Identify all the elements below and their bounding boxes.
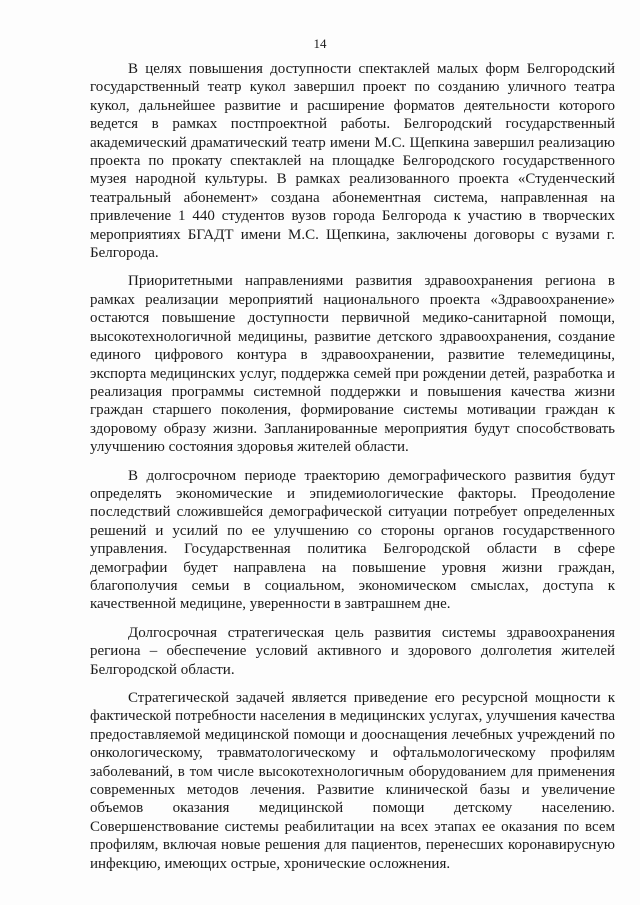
paragraph-strategic-goal: Долгосрочная стратегическая цель развития системы здравоохранения региона – обеспечение условий активного и здорового долголетия жителей Белгородской области. <box>90 624 615 678</box>
document-body <box>90 60 615 887</box>
paragraph-healthcare-priorities: Приоритетными направлениями развития здравоохранения региона в рамках реализации мероприятий национального проекта «Здравоохранение» остаются повышение доступности первичной медико-санитарной помощи, высокотехнологичной медицины, развитие детского здравоохранения, создание единого цифрового контура в здравоохранении, развитие телемедицины, экспорта медицинских услуг, поддержка семей при рождении детей, разработка и реализация программы системной поддержки и повышения качества жизни граждан старшего поколения, формирование системы мотивации граждан к здоровому образу жизни. Запланированные мероприятия будут способствовать улучшению состояния здоровья жителей области. <box>90 273 615 456</box>
paragraph-strategic-task: Стратегической задачей является приведение его ресурсной мощности к фактической потребности населения в медицинских услугах, улучшения качества предоставляемой медицинской помощи и дооснащения лечебных учреждений по онкологическому, травматологическому и офтальмологическому профилям заболеваний, в том числе высокотехнологичным оборудованием для применения современных методов лечения. Развитие клинической базы и увеличение объемов оказания медицинской помощи детскому населению. Совершенствование системы реабилитации на всех этапах ее оказания по всем профилям, включая новые решения для пациентов, перенесших коронавирусную инфекцию, имеющих острые, хронические осложнения. <box>90 690 615 872</box>
page-number: 14 <box>313 36 327 51</box>
paragraph-demographic-development: В долгосрочном периоде траекторию демографического развития будут определять экономические и эпидемиологические факторы. Преодоление последствий сложившейся демографической ситуации потребует определенных решений и усилий по ее улучшению со стороны органов государственного управления. Государственная политика Белгородской области в сфере демографии будет направлена на повышение уровня жизни граждан, благополучия семьи в социальном, экономическом смыслах, доступа к качественной медицине, уверенности в завтрашнем дне. <box>90 467 615 613</box>
paragraph-theatre-projects: В целях повышения доступности спектаклей малых форм Белгородский государственный театр кукол завершил проект по созданию уличного театра кукол, дальнейшее развитие и расширение форматов деятельности которого ведется в рамках постпроектной работы. Белгородский государственный академический драматический театр имени М.С. Щепкина завершил реализацию проекта по прокату спектаклей на площадке Белгородского государственного музея народной культуры. В рамках реализованного проекта «Студенческий театральный абонемент» создана абонементная система, направленная на привлечение 1 440 студентов вузов города Белгорода к участию в творческих мероприятиях БГАДТ имени М.С. Щепкина, заключены договоры с вузами г. Белгорода. <box>90 61 615 262</box>
